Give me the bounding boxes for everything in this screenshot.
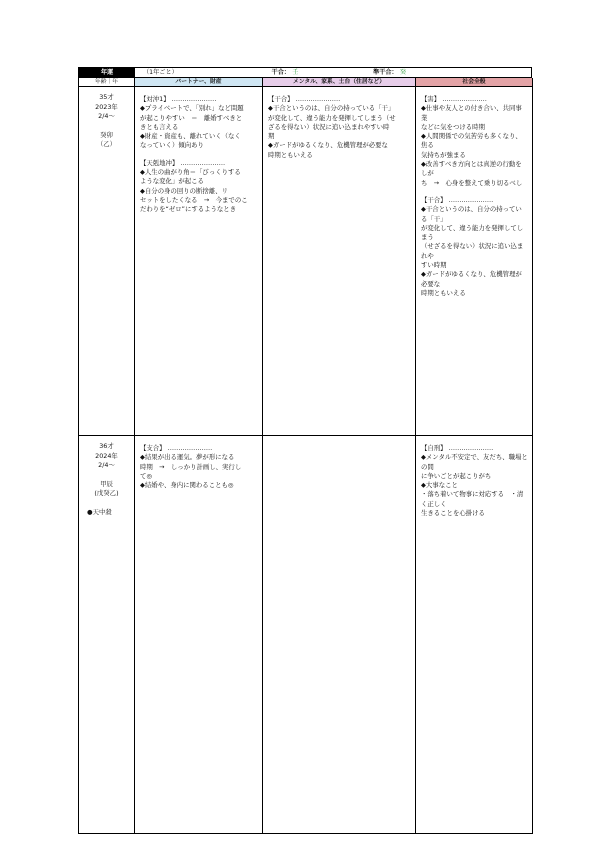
jun-kangou <box>339 68 531 77</box>
year: 2023年 <box>95 102 118 111</box>
kanshi: 癸卯 <box>100 130 113 139</box>
note-line: が起こりやすい ＝ 離婚すべきと <box>140 113 243 122</box>
note-block <box>140 444 258 490</box>
note-block <box>268 95 411 160</box>
note-line: セットをしたくなる → 今までのこ <box>140 195 248 204</box>
note-block <box>140 95 258 151</box>
note-line: 時期ともいえる <box>268 150 313 159</box>
note-block <box>421 444 528 518</box>
note-line: ◆ガードがゆるくなり、危機管理が必要な <box>421 270 522 288</box>
table-grid <box>78 78 532 834</box>
note-line: ◆人間関係での気苦労も多くなり、焦る <box>421 132 522 150</box>
note-title: 【天剋地冲】 ………………… <box>140 158 226 167</box>
date: 2/4～ <box>98 112 115 121</box>
note-line: が変化して、違う能力を発揮してしまう <box>421 223 524 242</box>
age-cell-2024 <box>79 436 135 834</box>
kanshi: 甲辰 <box>100 479 113 488</box>
note-line: 気持ちが強まる <box>421 150 466 159</box>
age: 36才 <box>99 442 114 450</box>
note-line: ◆干合というのは、自分の持っている「干」 <box>268 104 395 113</box>
note-line: ◆メンタル不安定で、友だち、職場との間 <box>421 453 528 471</box>
note-line: ◆干合というのは、自分の持っている「干」 <box>421 205 522 223</box>
social-cell <box>416 87 533 436</box>
note-title: 【干合】 ………………… <box>268 95 341 103</box>
note-line: て◎ <box>140 471 152 480</box>
partner-cell <box>135 436 263 834</box>
kanshi-sub: （乙） <box>96 140 117 149</box>
note-line: ような変化」が起こる <box>140 177 204 186</box>
year: 2024年 <box>95 451 118 460</box>
note-line: ◆結果が出る運気。夢が形になる <box>140 453 235 462</box>
note-line: ◆大事なこと <box>421 481 458 490</box>
note-line: ・落ち着いて物事に対応する ・清く正しく <box>421 490 524 508</box>
unit-label: （1年ごと） <box>143 69 178 76</box>
column-header-age: 年齢｜年 <box>79 78 135 87</box>
note-line: が変化して、違う能力を発揮してしまう（せ <box>268 113 396 122</box>
year-fortune-label: 年運 <box>79 68 135 77</box>
note-title: 【干合】 ………………… <box>421 195 494 204</box>
note-line: ◆改善すべき方向とは真逆の行動をしが <box>421 160 522 178</box>
kangou-value: 壬 <box>292 69 299 76</box>
age: 35才 <box>99 93 114 101</box>
partner-cell <box>135 87 263 436</box>
social-cell <box>416 436 533 834</box>
column-header-partner: パートナー、財産 <box>135 78 263 87</box>
fortune-table <box>78 67 532 834</box>
note-line: ◆結婚や、身内に関わることも◎ <box>140 481 234 490</box>
note-line: などに気をつける時期 <box>421 122 485 131</box>
column-header-mental: メンタル、家系、土台（住居など） <box>263 78 416 87</box>
note-line: ◆プライベートで、「別れ」など問題 <box>140 104 244 113</box>
jun-kangou-label: 準干合： <box>373 69 398 76</box>
note-line: ち → 心身を整えて乗り切るべし <box>421 178 523 187</box>
note-line: 時期ともいえる <box>421 288 466 297</box>
note-title: 【対沖1】 ………………… <box>140 95 217 103</box>
kangou-label: 干合： <box>271 69 291 76</box>
note-line: 時期 → しっかり計画し、実行し <box>140 462 242 471</box>
note-block <box>421 196 528 298</box>
note-line: 期 <box>268 132 275 141</box>
note-line: だわりを“ゼロ”にするようなとき <box>140 205 237 214</box>
note-line: （せざるを得ない）状況に追い込まれや <box>421 242 524 260</box>
note-line: きとも言える <box>140 122 179 131</box>
note-title: 【支合】 ………………… <box>140 444 213 452</box>
note-line: なっていく）傾向あり <box>140 141 204 150</box>
column-header-social: 社会全般 <box>416 78 533 87</box>
tenchusatsu-label: ●天中殺 <box>87 507 112 516</box>
note-title: 【自刑】 ………………… <box>421 444 494 452</box>
note-line: ざるを得ない）状況に追い込まれやすい時 <box>268 122 390 131</box>
note-line: に争いごとが起こりがち <box>421 471 492 480</box>
note-line: 生きることを心掛ける <box>421 509 485 518</box>
age-cell-2023 <box>79 87 135 436</box>
note-line: ◆人生の曲がり角＝「びっくりする <box>140 168 241 177</box>
note-line: ◆自分の身の回りの断捨離、リ <box>140 186 228 195</box>
note-line: ◆仕事や友人との付き合い、共同事業 <box>421 104 522 122</box>
note-title: 【害】 ………………… <box>421 95 487 103</box>
note-block <box>421 95 528 188</box>
note-line: ◆ガードがゆるくなり、危機管理が必要な <box>268 141 388 150</box>
jun-kangou-value: 癸 <box>399 69 407 76</box>
note-block <box>140 159 258 215</box>
mental-cell <box>263 436 416 834</box>
note-line: すい時期 <box>421 261 447 270</box>
date: 2/4～ <box>98 461 115 470</box>
title-row <box>78 67 532 78</box>
kanshi-sub: (戊癸乙) <box>94 489 119 498</box>
mental-cell <box>263 87 416 436</box>
kangou <box>231 68 339 77</box>
note-line: ◆財産・資産も、離れていく（なく <box>140 132 241 141</box>
